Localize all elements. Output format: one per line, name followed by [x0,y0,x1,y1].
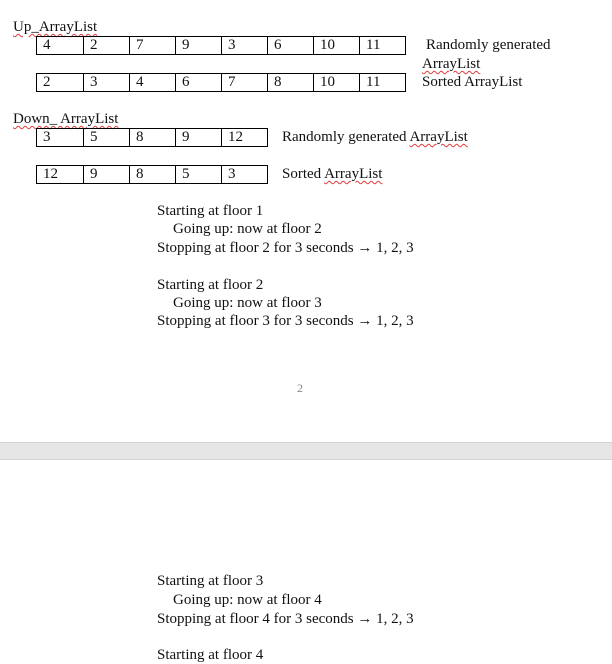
floor-start-line: Starting at floor 3 [157,573,264,589]
array-cell: 8 [129,129,175,146]
up-random-label-cont: ArrayList [422,56,481,72]
up-arraylist-heading: Up_ArrayList [13,19,98,35]
floor-start-line-cut: Starting at floor 4 [157,647,264,663]
down-random-array [36,128,268,147]
floor-stop-line: Stopping at floor 4 for 3 seconds → 1, 2, 3 [157,611,414,627]
up-sorted-array [36,73,406,92]
array-cell: 7 [221,74,267,91]
array-cell: 10 [313,37,359,54]
array-cell: 3 [83,74,129,91]
floor-start-line: Starting at floor 2 [157,277,264,293]
page-number: 2 [297,381,303,395]
array-cell: 2 [43,74,51,90]
floor-moving-line: Going up: now at floor 2 [173,221,322,237]
floor-stop-line: Stopping at floor 2 for 3 seconds → 1, 2, 3 [157,240,414,256]
array-cell: 2 [83,37,129,54]
array-cell: 8 [267,74,313,91]
down-random-label: Randomly generated ArrayList [282,129,468,145]
array-cell: 11 [359,74,405,91]
array-cell: 10 [313,74,359,91]
array-cell: 5 [83,129,129,146]
page-break-gap [0,442,612,460]
array-cell: 9 [175,37,221,54]
array-cell: 6 [175,74,221,91]
document-page-2 [0,460,612,663]
array-cell: 11 [359,37,405,54]
floor-start-line: Starting at floor 1 [157,203,264,219]
down-sorted-array [36,165,268,184]
array-cell: 7 [129,37,175,54]
floor-moving-line: Going up: now at floor 3 [173,295,322,311]
down-sorted-label: Sorted ArrayList [282,166,383,182]
up-sorted-label: Sorted ArrayList [422,74,523,90]
floor-moving-line: Going up: now at floor 4 [173,592,322,608]
array-cell: 8 [129,166,175,183]
array-cell: 12 [43,166,58,182]
up-random-label: Randomly generated [426,37,551,53]
up-random-array [36,36,406,55]
array-cell: 5 [175,166,221,183]
array-cell: 6 [267,37,313,54]
floor-stop-line: Stopping at floor 3 for 3 seconds → 1, 2, 3 [157,313,414,329]
array-cell: 4 [129,74,175,91]
array-cell: 9 [175,129,221,146]
down-arraylist-heading: Down_ ArrayList [13,111,119,127]
array-cell: 3 [43,129,51,145]
array-cell: 4 [43,37,51,53]
array-cell: 12 [221,129,267,146]
array-cell: 3 [221,37,267,54]
array-cell: 9 [83,166,129,183]
array-cell: 3 [221,166,267,183]
